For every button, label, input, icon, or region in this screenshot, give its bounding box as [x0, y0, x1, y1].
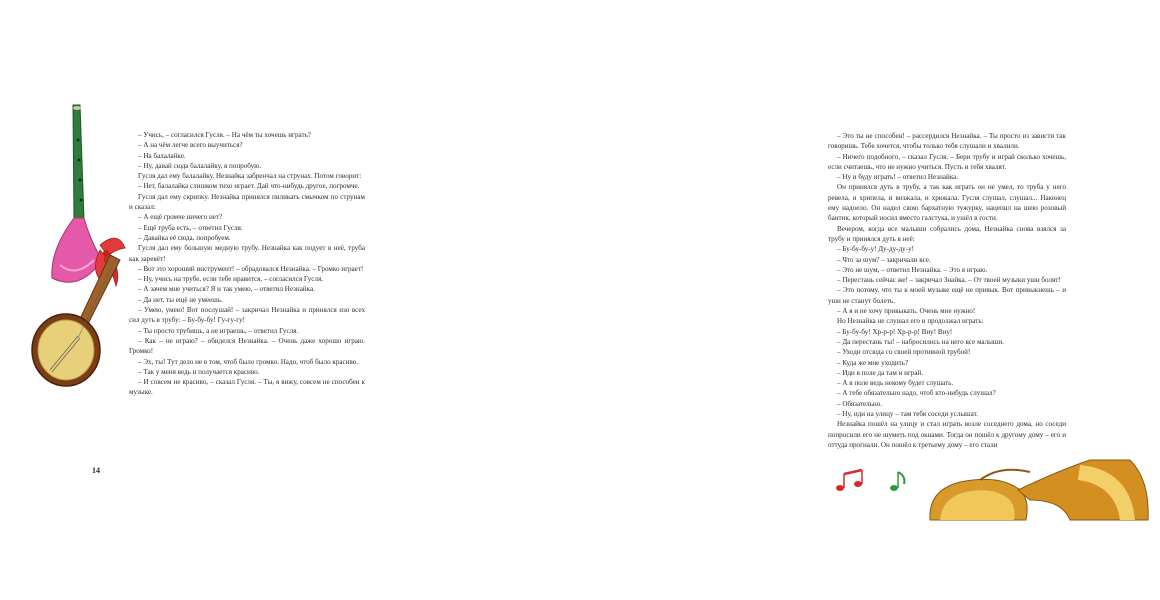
paragraph: – Эх, ты! Тут дело не в том, чтоб было громко. Надо, чтоб было красиво.	[138, 357, 359, 366]
instruments-illustration	[30, 100, 140, 400]
paragraph: – Нет, балалайка слишком тихо играет. Дай что-нибудь другое, погромче.	[138, 182, 360, 191]
paragraph: – Давайка её сюда, попробуем.	[138, 233, 231, 242]
paragraph: – А я и не хочу привыкать. Очень мне нужно!	[837, 307, 976, 316]
horn-illustration	[830, 460, 1160, 520]
paragraph: – Иди в поле да там и играй.	[837, 368, 924, 377]
right-text-column	[828, 131, 1066, 450]
paragraph: – На балалайке.	[138, 151, 186, 160]
green-pipe-icon	[52, 105, 102, 282]
paragraph: – А ещё громче ничего нет?	[138, 213, 223, 222]
paragraph: Незнайка пошёл на улицу и стал играть возле соседнего дома, но соседи попросили его не шуметь под окнами. Тогда он пошёл к другому дому – его и оттуда прогнали. Он пошёл к третьему дому – его стали	[828, 420, 1066, 449]
paragraph: – Вот это хороший инструмент! – обрадовался Незнайка. – Громко играет!	[138, 264, 364, 273]
paragraph: – А на чём легче всего выучиться?	[138, 141, 243, 150]
paragraph: Гусля дал ему большую медную трубу. Незнайка как подует в неё, труба как заревёт!	[129, 244, 365, 263]
left-text-column	[129, 130, 365, 398]
left-page	[0, 0, 400, 600]
paragraph: Но Незнайка не слушал его и продолжал играть:	[837, 317, 984, 326]
paragraph: – Да перестань ты! – набросились на него все малыши.	[837, 337, 1004, 346]
paragraph: – Это ты не способен! – рассердился Незнайка. – Ты просто из зависти так говоришь. Тебе хочется, чтобы только тебя слушали и хвалили.	[828, 132, 1066, 151]
paragraph: – А зачем мне учиться? Я и так умею, – ответил Незнайка.	[138, 285, 315, 294]
paragraph: – Куда же мне уходить?	[837, 358, 909, 367]
paragraph: – А в поле ведь некому будет слушать.	[837, 379, 954, 388]
paragraph: – Умею, умею! Вот послушай! – закричал Незнайка и принялся изо всех сил дуть в трубу: – Бу-бу-бу! Гу-гу-гу!	[129, 306, 365, 325]
paragraph: – Бу-бу-бу-у! Ду-ду-ду-у!	[837, 245, 914, 254]
paragraph: – Как – не играю? – обиделся Незнайка. – Очень даже хорошо играю. Громко!	[129, 336, 365, 356]
red-music-note-icon	[836, 470, 862, 491]
paragraph: – Ну, давай сюда балалайку, я попробую.	[138, 161, 262, 170]
page-number: 14	[92, 466, 100, 475]
paragraph: – Ещё труба есть, – ответил Гусля.	[138, 223, 243, 232]
paragraph: – Бу-бу-бу! Хр-р-р! Хр-р-р! Виу! Виу!	[837, 327, 953, 336]
paragraph: – Ничего подобного, – сказал Гусля. – Бери трубу и играй сколько хочешь, если считаешь, что не нужно учиться. Пусть и тебя хвалят.	[828, 152, 1066, 171]
paragraph: – И совсем не красиво, – сказал Гусля. – Ты, я вижу, совсем не способен к музыке.	[129, 378, 365, 397]
paragraph: – А тебе обязательно надо, чтоб кто-нибудь слушал?	[837, 389, 996, 398]
brass-horn-icon	[930, 460, 1148, 520]
paragraph: – Перестань сейчас же! – закричал Знайка. – От твоей музыки уши болят!	[837, 276, 1061, 285]
paragraph: – Ты просто трубишь, а не играешь, – ответил Гусля.	[138, 326, 299, 335]
paragraph: Гусля дал ему скрипку. Незнайка принялся пиликать смычком по струнам и сказал:	[129, 192, 365, 212]
green-music-note-icon	[890, 472, 904, 491]
paragraph: – Это не шум, – ответил Незнайка. – Это я играю.	[837, 265, 988, 274]
paragraph: – Ну, иди на улицу – там тебя соседи услышат.	[837, 410, 978, 419]
paragraph: Вечером, когда все малыши собрались дома, Незнайка снова взялся за трубу и принялся дуть в неё:	[828, 224, 1066, 243]
paragraph: – Да нет, ты ещё не умеешь.	[138, 295, 223, 304]
right-page	[400, 0, 1066, 600]
paragraph: – Так у меня ведь и получается красиво.	[138, 367, 260, 376]
paragraph: Он принялся дуть в трубу, а так как играть он не умел, то труба у него ревела, и хрипела, и визжала, и хрюкала. Гусля слушал, слушал... Наконец ему надоело. Он надел свою бархатную тужурку, нацепил на шею розовый бантик, который носил вместо галстука, и ушёл в гости.	[828, 183, 1066, 223]
paragraph: – Это потому, что ты к моей музыке ещё не привык. Вот привыкнешь – и уши не станут болеть.	[828, 286, 1066, 305]
paragraph: – Ну и буду играть! – ответил Незнайка.	[837, 173, 959, 182]
paragraph: – Учись, – согласился Гусля. – На чём ты хочешь играть?	[138, 131, 311, 139]
paragraph: – Уходи отсюда со своей противной трубой!	[837, 348, 971, 357]
paragraph: – Ну, учись на трубе, если тебе нравится, – согласился Гусля.	[138, 275, 323, 284]
paragraph: – Обязательно.	[837, 399, 883, 408]
paragraph: Гусля дал ему балалайку. Незнайка забренчал на струнах. Потом говорит:	[138, 172, 362, 181]
paragraph: – Что за шум? – закричали все.	[837, 255, 931, 264]
